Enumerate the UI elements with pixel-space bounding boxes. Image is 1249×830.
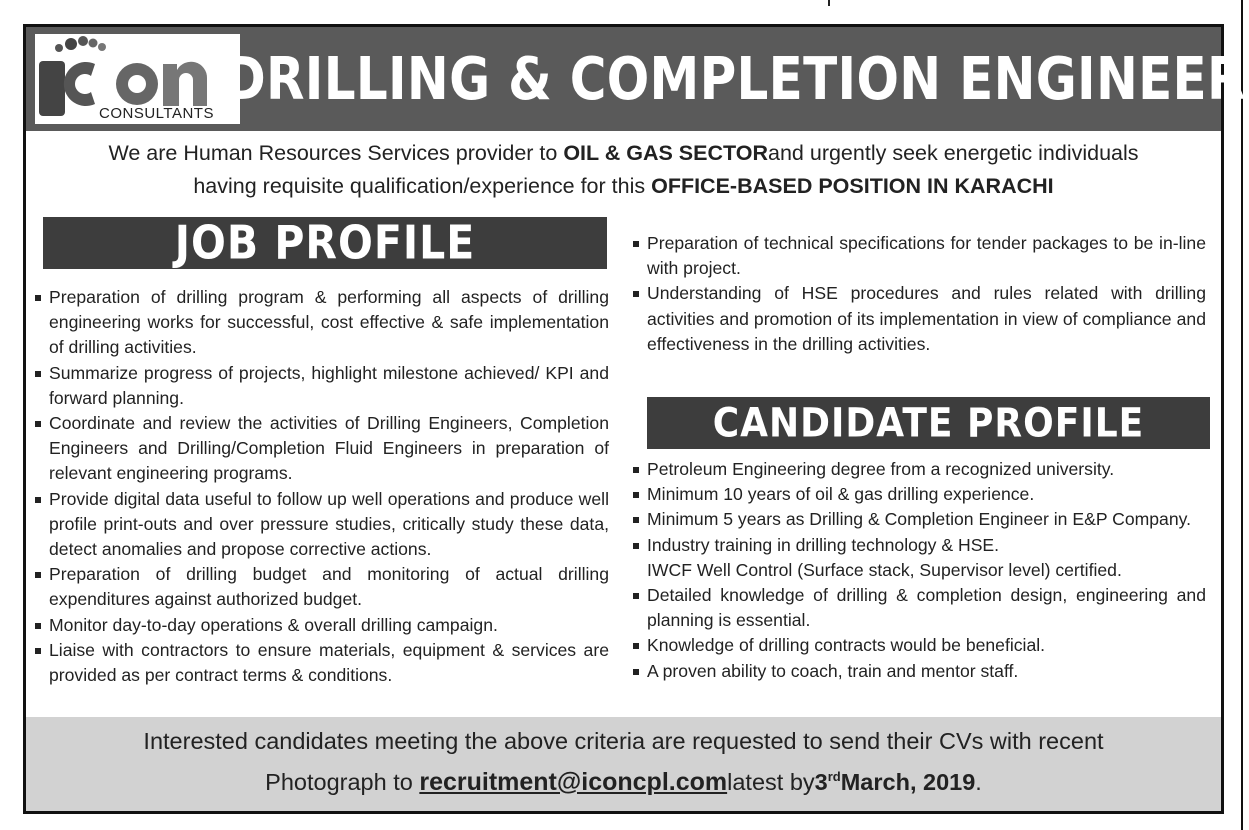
bullet-icon [633,517,639,523]
intro-line-1-prefix: We are Human Resources Services provider to [108,141,564,165]
intro-text [26,137,1221,203]
list-item-text: Detailed knowledge of drilling & completion design, engineering and planning is essential. [647,585,1206,631]
bullet-icon [633,543,639,549]
list-item-text: Understanding of HSE procedures and rules related with drilling activities and promotion of its implementation in view of compliance and effectiveness in the drilling activities. [647,283,1206,354]
list-item [35,562,609,612]
list-item-text: Minimum 5 years as Drilling & Completion Engineer in E&P Company. [647,509,1192,530]
job-advertisement [23,24,1246,814]
email-link[interactable]: recruitment@iconcpl.com [419,767,728,796]
candidate-profile-heading-text: CANDIDATE PROFILE [712,400,1145,446]
page-edge-rule [1241,0,1243,830]
list-item-continuation [633,558,1206,583]
list-item-text: Summarize progress of projects, highlight milestone achieved/ KPI and forward planning. [49,362,609,408]
application-footer [26,717,1221,811]
logo-subtitle: CONSULTANTS [99,105,214,122]
footer-line-2-mid: latest by [727,768,815,795]
deadline-day-suffix: rd [827,769,841,784]
list-item [633,583,1206,633]
footer-line-2-end: . [975,768,982,795]
job-title-text: DRILLING & COMPLETION ENGINEER [224,44,1246,114]
company-logo [35,34,240,124]
list-item-text: Petroleum Engineering degree from a recognized university. [647,459,1115,479]
bullet-icon [633,241,639,247]
bullet-icon [633,669,639,675]
list-item [35,361,609,411]
candidate-profile-list [633,457,1206,684]
list-item [633,457,1206,482]
page-top-strip [0,0,1249,24]
list-item-text: Preparation of technical specifications for tender packages to be in-line with project. [647,233,1206,279]
intro-line-2 [26,170,1221,203]
job-profile-list-continued [633,231,1206,357]
list-item [633,281,1206,357]
candidate-profile-heading [647,397,1210,449]
list-item [633,231,1206,281]
job-profile-heading [43,217,607,269]
bullet-icon [633,467,639,473]
footer-text [26,723,1221,800]
bullet-icon [35,497,41,503]
list-item [633,659,1206,684]
list-item-text: Industry training in drilling technology & HSE. [647,534,1000,555]
list-item [633,482,1206,507]
deadline-day: 3 [814,768,828,795]
bullet-icon [633,291,639,297]
crop-mark [828,0,830,6]
list-item-text: Preparation of drilling program & performing all aspects of drilling engineering works for successful, cost effective & safe implementation of drilling activities. [49,287,609,358]
list-item-text: Knowledge of drilling contracts would be beneficial. [647,635,1046,656]
list-item-text: Preparation of drilling budget and monitoring of actual drilling expenditures against authorized budget. [49,564,609,610]
bullet-icon [35,623,41,629]
list-item [633,507,1206,532]
list-item-text: Liaise with contractors to ensure materials, equipment & services are provided as per contract terms & conditions. [49,639,609,686]
bullet-icon [35,421,41,427]
intro-line-1 [26,137,1221,170]
footer-line-2-prefix: Photograph to [265,768,420,795]
intro-line-2-prefix: having requisite qualification/experience for this [193,174,652,198]
list-item [35,613,609,638]
bullet-icon [633,593,639,599]
deadline-month-year: March, 2019 [840,768,976,795]
list-item [35,638,609,688]
list-item [35,411,609,487]
list-item-text: Provide digital data useful to follow up well operations and produce well profile print-outs and over pressure studies, critically study these data, detect anomalies and propose corrective actions. [49,488,609,560]
footer-line-2 [26,759,1221,800]
job-title [224,27,1246,131]
bullet-icon [633,492,639,498]
job-profile-heading-text: JOB PROFILE [174,216,476,270]
intro-position: OFFICE-BASED POSITION IN KARACHI [651,174,1054,198]
list-item-text: IWCF Well Control (Surface stack, Supervisor level) certified. [647,559,1122,580]
list-item-text: Minimum 10 years of oil & gas drilling experience. [647,484,1035,505]
job-profile-list [35,285,609,688]
intro-line-1-suffix: and urgently seek energetic individuals [768,141,1139,165]
intro-sector: OIL & GAS SECTOR [563,141,769,165]
list-item [35,285,609,361]
bullet-icon [35,295,41,301]
deadline-date [815,769,976,795]
footer-line-1: Interested candidates meeting the above criteria are requested to send their CVs with recent [143,728,1104,754]
ad-header [26,27,1246,131]
list-item [633,633,1206,658]
bullet-icon [35,371,41,377]
list-item-text: Monitor day-to-day operations & overall drilling campaign. [49,614,498,635]
bullet-icon [35,648,41,654]
list-item [35,487,609,563]
list-item-text: A proven ability to coach, train and mentor staff. [647,660,1019,681]
list-item-text: Coordinate and review the activities of Drilling Engineers, Completion Engineers and Drilling/Completion Fluid Engineers in preparation of relevant engineering programs. [49,413,609,484]
bullet-icon [633,643,639,649]
bullet-icon [35,572,41,578]
list-item [633,533,1206,558]
